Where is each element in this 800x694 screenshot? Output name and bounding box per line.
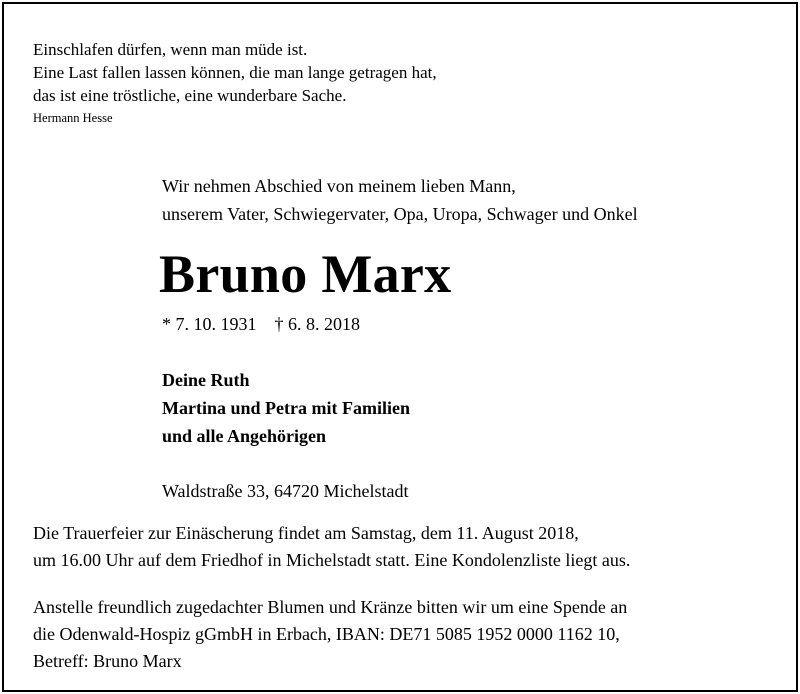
quote-line: Einschlafen dürfen, wenn man müde ist. bbox=[33, 40, 308, 59]
ceremony-line: um 16.00 Uhr auf dem Friedhof in Michelstadt statt. Eine Kondolenzliste liegt aus. bbox=[33, 550, 631, 570]
mourner-line: Martina und Petra mit Familien bbox=[162, 398, 410, 418]
obituary-notice bbox=[2, 2, 798, 692]
quote-line: Eine Last fallen lassen können, die man lange getragen hat, bbox=[33, 63, 437, 82]
donation-line: Anstelle freundlich zugedachter Blumen und Kränze bitten wir um eine Spende an bbox=[33, 597, 628, 617]
mourner-line: und alle Angehörigen bbox=[162, 426, 327, 446]
quote-author: Hermann Hesse bbox=[33, 111, 113, 125]
intro-line: Wir nehmen Abschied von meinem lieben Mann, bbox=[162, 176, 516, 196]
birth-date: * 7. 10. 1931 bbox=[162, 314, 257, 334]
deceased-name: Bruno Marx bbox=[159, 244, 452, 304]
mourner-line: Deine Ruth bbox=[162, 370, 250, 390]
address: Waldstraße 33, 64720 Michelstadt bbox=[162, 481, 409, 501]
death-date: † 6. 8. 2018 bbox=[274, 314, 360, 334]
intro-line: unserem Vater, Schwiegervater, Opa, Uropa, Schwager und Onkel bbox=[162, 204, 638, 224]
life-dates bbox=[162, 314, 360, 335]
donation-line: Betreff: Bruno Marx bbox=[33, 651, 182, 671]
donation-line: die Odenwald-Hospiz gGmbH in Erbach, IBAN: DE71 5085 1952 0000 1162 10, bbox=[33, 624, 620, 644]
ceremony-line: Die Trauerfeier zur Einäscherung findet am Samstag, dem 11. August 2018, bbox=[33, 523, 579, 543]
quote-line: das ist eine tröstliche, eine wunderbare Sache. bbox=[33, 86, 347, 105]
